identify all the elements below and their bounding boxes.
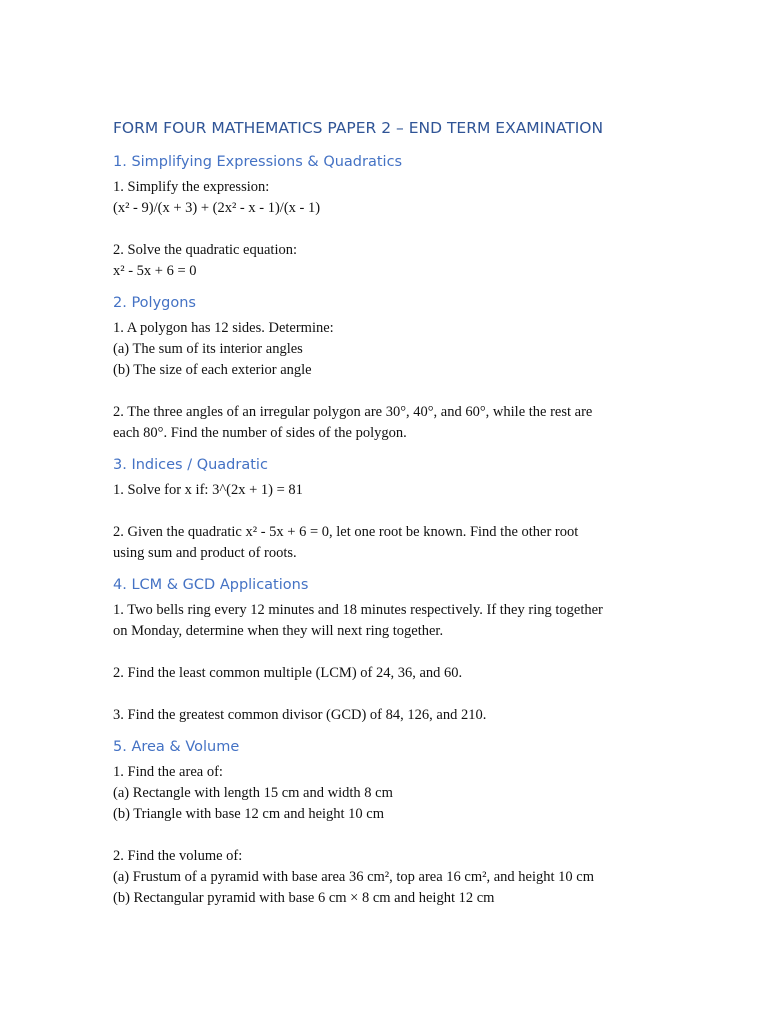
blank-line: [113, 684, 673, 705]
question-line: 2. The three angles of an irregular polygon are 30°, 40°, and 60°, while the rest are: [113, 404, 593, 420]
section-lcm-gcd: [113, 575, 673, 726]
question-line: 2. Find the volume of:: [113, 848, 243, 864]
question-line: 2. Given the quadratic x² - 5x + 6 = 0, let one root be known. Find the other root: [113, 524, 579, 540]
question-line: 1. Two bells ring every 12 minutes and 18 minutes respectively. If they ring together: [113, 602, 603, 618]
question-line: (b) Triangle with base 12 cm and height 10 cm: [113, 806, 385, 822]
question-line: (a) The sum of its interior angles: [113, 341, 303, 357]
question-line: (x² - 9)/(x + 3) + (2x² - x - 1)/(x - 1): [113, 200, 321, 216]
section-heading: 1. Simplifying Expressions & Quadratics: [113, 154, 403, 170]
blank-line: [113, 825, 673, 846]
blank-line: [113, 219, 673, 240]
question-line: 1. Find the area of:: [113, 764, 223, 780]
section-heading: 3. Indices / Quadratic: [113, 457, 268, 473]
document-title: FORM FOUR MATHEMATICS PAPER 2 – END TERM EXAMINATION: [113, 119, 604, 137]
question-line: 1. A polygon has 12 sides. Determine:: [113, 320, 334, 336]
section-area-volume: [113, 737, 673, 909]
section-heading: 4. LCM & GCD Applications: [113, 577, 309, 593]
document-page: [113, 118, 673, 909]
question-line: 3. Find the greatest common divisor (GCD) of 84, 126, and 210.: [113, 707, 487, 723]
question-line: 2. Solve the quadratic equation:: [113, 242, 298, 258]
blank-line: [113, 642, 673, 663]
question-line: (a) Rectangle with length 15 cm and width 8 cm: [113, 785, 393, 801]
question-line: each 80°. Find the number of sides of the polygon.: [113, 425, 407, 441]
blank-line: [113, 381, 673, 402]
question-line: x² - 5x + 6 = 0: [113, 263, 197, 279]
question-line: 2. Find the least common multiple (LCM) of 24, 36, and 60.: [113, 665, 463, 681]
section-simplifying-expressions: [113, 152, 673, 282]
question-line: using sum and product of roots.: [113, 545, 297, 561]
section-indices-quadratic: [113, 455, 673, 564]
question-line: on Monday, determine when they will next ring together.: [113, 623, 444, 639]
question-line: 1. Simplify the expression:: [113, 179, 270, 195]
blank-line: [113, 501, 673, 522]
question-line: (a) Frustum of a pyramid with base area 36 cm², top area 16 cm², and height 10 cm: [113, 869, 595, 885]
question-line: 1. Solve for x if: 3^(2x + 1) = 81: [113, 482, 303, 498]
section-heading: 5. Area & Volume: [113, 739, 240, 755]
question-line: (b) Rectangular pyramid with base 6 cm × 8 cm and height 12 cm: [113, 890, 495, 906]
question-line: (b) The size of each exterior angle: [113, 362, 312, 378]
section-polygons: [113, 293, 673, 444]
section-heading: 2. Polygons: [113, 295, 196, 311]
